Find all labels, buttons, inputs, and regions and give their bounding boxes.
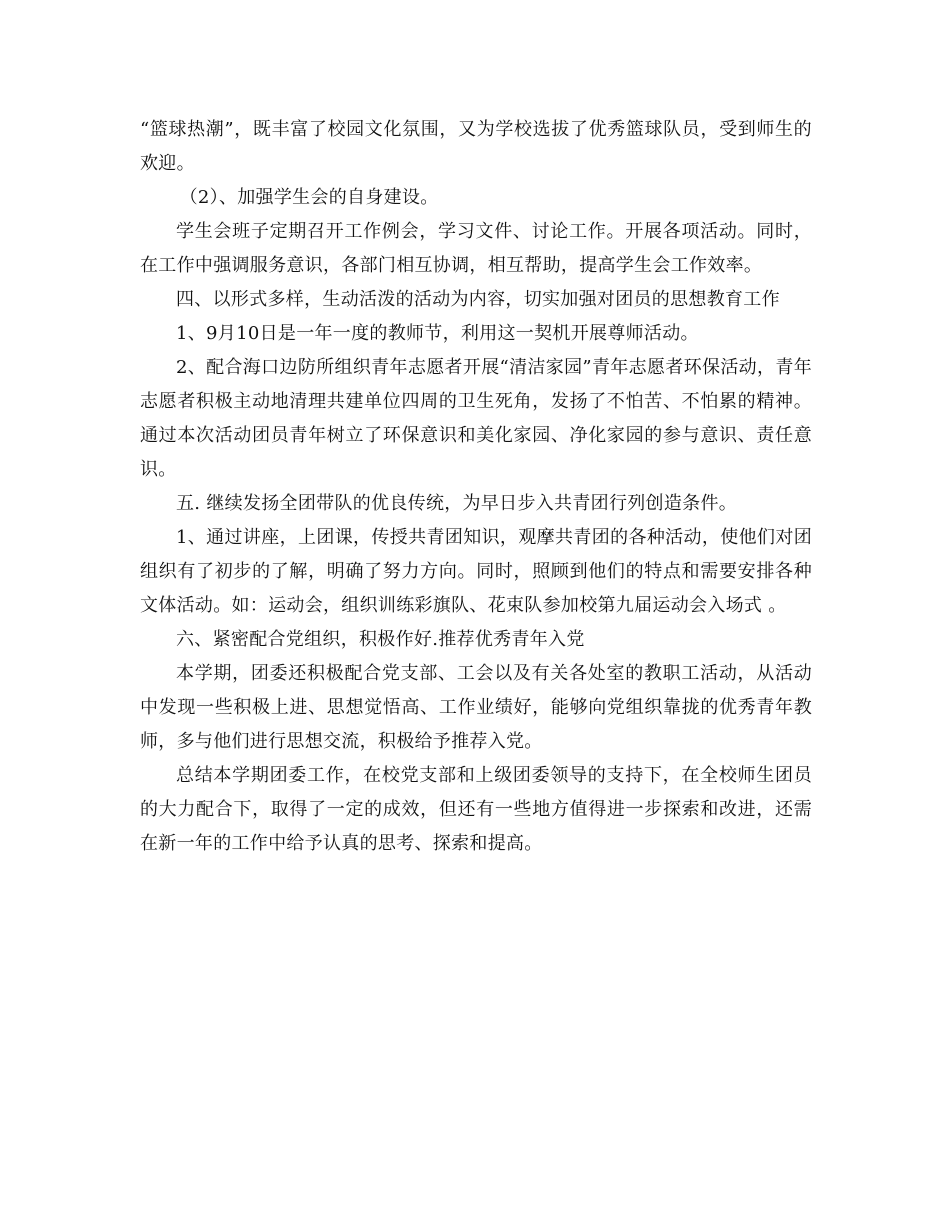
paragraph-volunteer-activity: 2、配合海口边防所组织青年志愿者开展“清洁家园”青年志愿者环保活动，青年志愿者积极主动地清理共建单位四周的卫生死角，发扬了不怕苦、不怕累的精神。通过本次活动团员青年树立了环保意识和美化家园、净化家园的参与意识、责任意识。 bbox=[140, 357, 812, 480]
paragraph-student-union: 学生会班子定期召开工作例会，学习文件、讨论工作。开展各项活动。同时，在工作中强调服务意识，各部门相互协调，相互帮助，提高学生会工作效率。 bbox=[140, 221, 812, 276]
paragraph-party-recommendation: 本学期，团委还积极配合党支部、工会以及有关各处室的教职工活动，从活动中发现一些积极上进、思想觉悟高、工作业绩好，能够向党组织靠拢的优秀青年教师，多与他们进行思想交流，积极给予推荐入党。 bbox=[140, 663, 812, 752]
heading-section-six: 六、紧密配合党组织，积极作好.推荐优秀青年入党 bbox=[176, 629, 585, 650]
heading-section-five: 五. 继续发扬全团带队的优良传统，为早日步入共青团行列创造条件。 bbox=[176, 493, 738, 514]
heading-section-four: 四、以形式多样，生动活泼的活动为内容，切实加强对团员的思想教育工作 bbox=[176, 289, 780, 310]
paragraph-summary: 总结本学期团委工作，在校党支部和上级团委领导的支持下，在全校师生团员的大力配合下，取得了一定的成效，但还有一些地方值得进一步探索和改进，还需在新一年的工作中给予认真的思考、探索和提高。 bbox=[140, 765, 812, 854]
paragraph-league-lectures: 1、通过讲座，上团课，传授共青团知识，观摩共青团的各种活动，使他们对团组织有了初步的了解，明确了努力方向。同时，照顾到他们的特点和需要安排各种文体活动。如：运动会，组织训练彩旗队、花束队参加校第九届运动会入场式 。 bbox=[140, 527, 812, 616]
subheading-student-union: （2）、加强学生会的自身建设。 bbox=[179, 187, 439, 208]
document-body bbox=[140, 113, 812, 861]
paragraph-basketball-continuation: “篮球热潮”，既丰富了校园文化氛围，又为学校选拔了优秀篮球队员，受到师生的欢迎。 bbox=[140, 119, 812, 174]
paragraph-teachers-day: 1、9月10日是一年一度的教师节，利用这一契机开展尊师活动。 bbox=[176, 323, 699, 344]
